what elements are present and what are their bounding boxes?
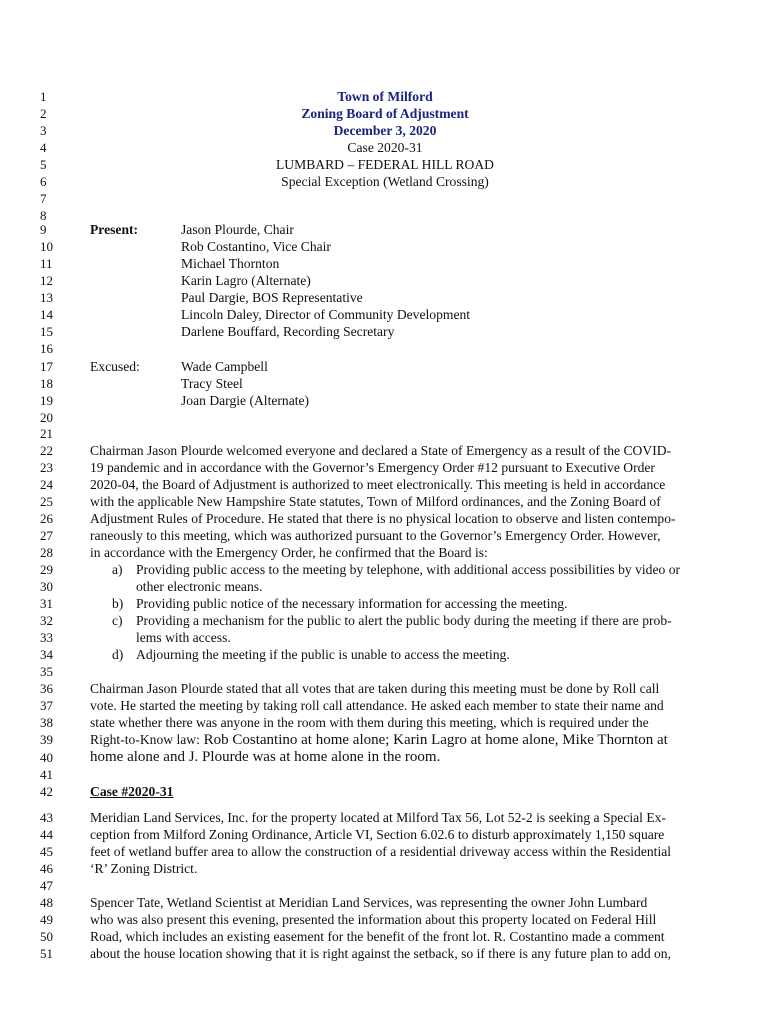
paragraph-line: 2020-04, the Board of Adjustment is authorized to meet electronically. This meeting is held in accordance xyxy=(90,477,666,492)
line-number-text: 51 xyxy=(40,946,53,961)
excused-label: Excused: xyxy=(90,359,140,374)
line-number xyxy=(40,510,70,527)
present-member: Paul Dargie, BOS Representative xyxy=(181,290,363,305)
line-number-text: 39 xyxy=(40,732,53,747)
line-number xyxy=(40,561,70,578)
paragraph-line: in accordance with the Emergency Order, he confirmed that the Board is: xyxy=(90,545,488,560)
line-number-text: 3 xyxy=(40,123,47,138)
line-number-text: 37 xyxy=(40,698,53,713)
line-number xyxy=(40,629,70,646)
town-title: Town of Milford xyxy=(337,89,433,104)
line-number-text: 22 xyxy=(40,443,53,458)
line-number-text: 25 xyxy=(40,494,53,509)
line-number xyxy=(40,88,70,105)
line-number-text: 38 xyxy=(40,715,53,730)
line-number xyxy=(40,306,70,323)
line-number-text: 5 xyxy=(40,157,47,172)
line-number-text: 46 xyxy=(40,861,53,876)
line-number xyxy=(40,105,70,122)
line-number-text: 14 xyxy=(40,307,53,322)
line-number xyxy=(40,783,70,800)
line-number xyxy=(40,612,70,629)
line-number-text: 40 xyxy=(40,750,53,765)
list-item-line: Providing a mechanism for the public to alert the public body during the meeting if there are prob- xyxy=(136,613,672,628)
line-number-text: 4 xyxy=(40,140,47,155)
list-marker: b) xyxy=(112,596,124,611)
line-number-text: 13 xyxy=(40,290,53,305)
line-number xyxy=(40,749,70,766)
line-number-text: 11 xyxy=(40,256,53,271)
line-number-text: 26 xyxy=(40,511,53,526)
present-member: Darlene Bouffard, Recording Secretary xyxy=(181,324,395,339)
line-number xyxy=(40,731,70,748)
line-number-text: 1 xyxy=(40,89,47,104)
line-number xyxy=(40,221,70,238)
present-member: Michael Thornton xyxy=(181,256,280,271)
paragraph-line xyxy=(90,731,668,748)
line-number-text: 35 xyxy=(40,664,53,679)
line-number xyxy=(40,392,70,409)
line-number-text: 6 xyxy=(40,174,47,189)
line-number xyxy=(40,459,70,476)
line-number xyxy=(40,809,70,826)
line-number-text: 32 xyxy=(40,613,53,628)
line-number xyxy=(40,255,70,272)
applicant-line: LUMBARD – FEDERAL HILL ROAD xyxy=(276,157,494,172)
line-number xyxy=(40,476,70,493)
line-number-text: 28 xyxy=(40,545,53,560)
present-label: Present: xyxy=(90,222,139,237)
line-number-text: 16 xyxy=(40,341,53,356)
list-item-line: Providing public access to the meeting by telephone, with additional access possibilities by video or xyxy=(136,562,681,577)
line-number-text: 19 xyxy=(40,393,53,408)
line-number xyxy=(40,860,70,877)
line-number-text: 45 xyxy=(40,844,53,859)
meeting-date: December 3, 2020 xyxy=(333,123,437,138)
line-number xyxy=(40,139,70,156)
paragraph-line: ception from Milford Zoning Ordinance, Article VI, Section 6.02.6 to disturb approximately 1,150 square xyxy=(90,827,665,842)
line-number xyxy=(40,826,70,843)
line-number xyxy=(40,289,70,306)
attendance-text: Rob Costantino at home alone; Karin Lagro at home alone, Mike Thornton at xyxy=(199,732,668,748)
line-number xyxy=(40,646,70,663)
line-number xyxy=(40,843,70,860)
paragraph-line: Chairman Jason Plourde welcomed everyone and declared a State of Emergency as a result of the COVID- xyxy=(90,443,672,458)
line-number xyxy=(40,340,70,357)
line-number xyxy=(40,493,70,510)
line-number xyxy=(40,358,70,375)
line-number-text: 48 xyxy=(40,895,53,910)
line-number-text: 8 xyxy=(40,208,47,223)
line-number-text: 24 xyxy=(40,477,53,492)
line-number-text: 42 xyxy=(40,784,53,799)
line-number-text: 31 xyxy=(40,596,53,611)
line-number xyxy=(40,323,70,340)
line-number-text: 10 xyxy=(40,239,53,254)
list-item-line: lems with access. xyxy=(136,630,231,645)
line-number xyxy=(40,425,70,442)
list-marker: d) xyxy=(112,647,124,662)
line-number-text: 20 xyxy=(40,410,53,425)
line-number xyxy=(40,697,70,714)
line-number xyxy=(40,911,70,928)
line-number xyxy=(40,409,70,426)
line-number xyxy=(40,238,70,255)
excused-member: Joan Dargie (Alternate) xyxy=(181,393,310,408)
present-member: Rob Costantino, Vice Chair xyxy=(181,239,331,254)
present-member: Lincoln Daley, Director of Community Development xyxy=(181,307,471,322)
list-marker: c) xyxy=(112,613,123,628)
line-number-text: 43 xyxy=(40,810,53,825)
line-number-text: 49 xyxy=(40,912,53,927)
line-number-text: 41 xyxy=(40,767,53,782)
line-number-text: 47 xyxy=(40,878,53,893)
line-number xyxy=(40,945,70,962)
line-number-text: 33 xyxy=(40,630,53,645)
line-number-text: 34 xyxy=(40,647,53,662)
excused-member: Tracy Steel xyxy=(181,376,243,391)
line-number xyxy=(40,680,70,697)
paragraph-line: vote. He started the meeting by taking roll call attendance. He asked each member to state their name and xyxy=(90,698,664,713)
present-member: Karin Lagro (Alternate) xyxy=(181,273,311,288)
paragraph-line: Meridian Land Services, Inc. for the property located at Milford Tax 56, Lot 52-2 is seeking a Special Ex- xyxy=(90,810,666,825)
line-number xyxy=(40,714,70,731)
line-number xyxy=(40,595,70,612)
line-number-text: 21 xyxy=(40,426,53,441)
application-type: Special Exception (Wetland Crossing) xyxy=(281,174,489,189)
line-number-text: 12 xyxy=(40,273,53,288)
line-number-text: 50 xyxy=(40,929,53,944)
right-to-know-text: Right-to-Know law: xyxy=(90,732,200,747)
case-number: Case 2020-31 xyxy=(347,140,423,155)
line-number-text: 7 xyxy=(40,191,47,206)
paragraph-line: Spencer Tate, Wetland Scientist at Meridian Land Services, was representing the owner John Lumbard xyxy=(90,895,648,910)
excused-member: Wade Campbell xyxy=(181,359,268,374)
line-number-text: 30 xyxy=(40,579,53,594)
line-number xyxy=(40,877,70,894)
line-number xyxy=(40,766,70,783)
line-number xyxy=(40,527,70,544)
line-number-text: 18 xyxy=(40,376,53,391)
case-heading: Case #2020-31 xyxy=(90,784,174,799)
paragraph-line: ‘R’ Zoning District. xyxy=(90,861,198,876)
line-number xyxy=(40,544,70,561)
present-member: Jason Plourde, Chair xyxy=(181,222,294,237)
list-item-line: Adjourning the meeting if the public is unable to access the meeting. xyxy=(136,647,510,662)
paragraph-line: who was also present this evening, presented the information about this property located on Federal Hill xyxy=(90,912,657,927)
paragraph-line: raneously to this meeting, which was authorized pursuant to the Governor’s Emergency Order. However, xyxy=(90,528,661,543)
line-number xyxy=(40,375,70,392)
paragraph-line: Adjustment Rules of Procedure. He stated that there is no physical location to observe and listen contempo- xyxy=(90,511,676,526)
line-number xyxy=(40,442,70,459)
paragraph-line: with the applicable New Hampshire State statutes, Town of Milford ordinances, and the Zoning Board of xyxy=(90,494,661,509)
line-number xyxy=(40,272,70,289)
line-number-text: 44 xyxy=(40,827,53,842)
paragraph-line: home alone and J. Plourde was at home alone in the room. xyxy=(90,749,441,765)
line-number-text: 29 xyxy=(40,562,53,577)
line-number xyxy=(40,894,70,911)
line-number-text: 9 xyxy=(40,222,47,237)
line-number-text: 17 xyxy=(40,359,53,374)
board-title: Zoning Board of Adjustment xyxy=(301,106,469,121)
line-number-text: 2 xyxy=(40,106,47,121)
line-number xyxy=(40,156,70,173)
list-item-line: Providing public notice of the necessary information for accessing the meeting. xyxy=(136,596,568,611)
paragraph-line: about the house location showing that it is right against the setback, so if there is any future plan to add on, xyxy=(90,946,672,961)
line-number xyxy=(40,663,70,680)
line-number-text: 15 xyxy=(40,324,53,339)
list-marker: a) xyxy=(112,562,123,577)
line-number xyxy=(40,173,70,190)
paragraph-line: feet of wetland buffer area to allow the construction of a residential driveway access within the Residential xyxy=(90,844,672,859)
line-number xyxy=(40,578,70,595)
line-number-text: 27 xyxy=(40,528,53,543)
paragraph-line: state whether there was anyone in the room with them during this meeting, which is required under the xyxy=(90,715,649,730)
line-number xyxy=(40,122,70,139)
paragraph-line: 19 pandemic and in accordance with the Governor’s Emergency Order #12 pursuant to Executive Order xyxy=(90,460,655,475)
line-number xyxy=(40,190,70,207)
paragraph-line: Chairman Jason Plourde stated that all votes that are taken during this meeting must be done by Roll call xyxy=(90,681,660,696)
line-number-text: 23 xyxy=(40,460,53,475)
list-item-line: other electronic means. xyxy=(136,579,263,594)
line-number xyxy=(40,928,70,945)
paragraph-line: Road, which includes an existing easement for the benefit of the front lot. R. Costantino made a comment xyxy=(90,929,665,944)
line-number-text: 36 xyxy=(40,681,53,696)
